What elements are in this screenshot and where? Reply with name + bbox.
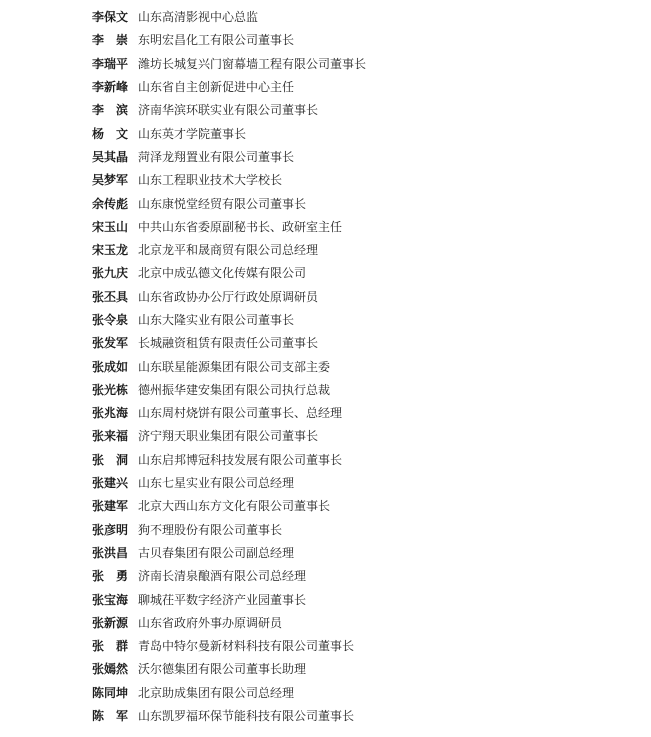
member-title: 长城融资租赁有限责任公司董事长 xyxy=(138,336,319,351)
roster-row xyxy=(92,238,632,261)
member-name: 陈 军 xyxy=(92,709,129,724)
member-title: 中共山东省委原副秘书长、政研室主任 xyxy=(138,219,343,234)
member-name: 张 勇 xyxy=(92,569,129,584)
member-title: 山东英才学院董事长 xyxy=(138,126,247,141)
member-title: 山东七星实业有限公司总经理 xyxy=(138,476,295,491)
member-title: 古贝春集团有限公司副总经理 xyxy=(138,545,295,560)
member-name: 张新源 xyxy=(92,615,129,630)
roster-row xyxy=(92,494,632,517)
roster-row xyxy=(92,518,632,541)
member-title: 山东高清影视中心总监 xyxy=(138,10,259,25)
member-title: 济南长清泉酿酒有限公司总经理 xyxy=(138,569,307,584)
member-name: 杨 文 xyxy=(92,126,129,141)
roster-row xyxy=(92,354,632,377)
roster-row xyxy=(92,541,632,564)
member-title: 山东凯罗福环保节能科技有限公司董事长 xyxy=(138,709,355,724)
member-name: 李新峰 xyxy=(92,80,129,95)
member-title: 北京大西山东方文化有限公司董事长 xyxy=(138,499,331,514)
roster-row xyxy=(92,611,632,634)
roster-row xyxy=(92,704,632,727)
member-title: 潍坊长城复兴门窗幕墙工程有限公司董事长 xyxy=(138,56,367,71)
roster-row xyxy=(92,28,632,51)
member-name: 张 群 xyxy=(92,639,129,654)
member-title: 青岛中特尔曼新材料科技有限公司董事长 xyxy=(138,639,355,654)
roster-row xyxy=(92,401,632,424)
roster-row xyxy=(92,634,632,657)
roster-row xyxy=(92,448,632,471)
member-name: 张成如 xyxy=(92,359,129,374)
member-name: 张 洞 xyxy=(92,452,129,467)
member-title: 济宁翔天职业集团有限公司董事长 xyxy=(138,429,319,444)
roster-row xyxy=(92,587,632,610)
roster-row xyxy=(92,657,632,680)
member-name: 宋玉龙 xyxy=(92,243,129,258)
roster-row xyxy=(92,378,632,401)
member-title: 聊城茌平数字经济产业园董事长 xyxy=(138,592,307,607)
member-name: 张令泉 xyxy=(92,313,129,327)
roster-row xyxy=(92,681,632,704)
member-title: 山东工程职业技术大学校长 xyxy=(138,173,283,188)
roster-row xyxy=(92,75,632,98)
member-title: 东明宏昌化工有限公司董事长 xyxy=(138,33,295,48)
member-title: 北京中成弘德文化传媒有限公司 xyxy=(138,266,307,281)
member-name: 余传彪 xyxy=(92,196,129,211)
member-name: 李保文 xyxy=(92,10,129,25)
member-name: 张来福 xyxy=(92,429,129,444)
roster-row xyxy=(92,98,632,121)
member-name: 张光栋 xyxy=(92,382,129,397)
roster-row xyxy=(92,191,632,214)
member-name: 张建兴 xyxy=(92,476,129,491)
member-title: 山东康悦堂经贸有限公司董事长 xyxy=(138,196,307,211)
member-title: 菏泽龙翔置业有限公司董事长 xyxy=(138,149,295,164)
roster-row xyxy=(92,52,632,75)
member-title: 山东省政府外事办原调研员 xyxy=(138,615,283,630)
roster-row xyxy=(92,5,632,28)
roster-row xyxy=(92,215,632,238)
member-name: 张兆海 xyxy=(92,406,129,421)
member-roster xyxy=(92,5,632,727)
roster-row xyxy=(92,285,632,308)
roster-row xyxy=(92,261,632,284)
member-title: 山东大隆实业有限公司董事长 xyxy=(138,313,295,327)
member-title: 山东省自主创新促进中心主任 xyxy=(138,80,295,95)
member-name: 李 滨 xyxy=(92,103,129,118)
member-name: 陈同坤 xyxy=(92,685,129,700)
member-name: 张洪昌 xyxy=(92,545,129,560)
member-title: 沃尔德集团有限公司董事长助理 xyxy=(138,662,307,677)
member-name: 张彦明 xyxy=(92,522,129,537)
member-title: 山东省政协办公厅行政处原调研员 xyxy=(138,289,319,304)
member-name: 张九庆 xyxy=(92,266,129,281)
roster-row xyxy=(92,471,632,494)
member-title: 山东联星能源集团有限公司支部主委 xyxy=(138,359,331,374)
member-name: 吴其晶 xyxy=(92,149,129,164)
member-name: 张建军 xyxy=(92,499,129,514)
member-name: 李 崇 xyxy=(92,33,129,48)
member-title: 北京助成集团有限公司总经理 xyxy=(138,685,295,700)
member-name: 张嫣然 xyxy=(92,662,129,677)
roster-row xyxy=(92,331,632,354)
member-name: 张丕具 xyxy=(92,289,129,304)
member-title: 山东启邦博冠科技发展有限公司董事长 xyxy=(138,452,343,467)
member-name: 李瑞平 xyxy=(92,56,129,71)
member-name: 吴梦军 xyxy=(92,173,129,188)
roster-row xyxy=(92,308,632,331)
member-name: 张宝海 xyxy=(92,592,129,607)
roster-row xyxy=(92,121,632,144)
roster-row xyxy=(92,168,632,191)
member-title: 狗不理股份有限公司董事长 xyxy=(138,522,283,537)
member-title: 北京龙平和晟商贸有限公司总经理 xyxy=(138,243,319,258)
member-title: 德州振华建安集团有限公司执行总裁 xyxy=(138,382,331,397)
member-name: 宋玉山 xyxy=(92,219,129,234)
member-title: 山东周村烧饼有限公司董事长、总经理 xyxy=(138,406,343,421)
roster-row xyxy=(92,145,632,168)
roster-row xyxy=(92,564,632,587)
member-title: 济南华滨环联实业有限公司董事长 xyxy=(138,103,319,118)
member-name: 张发军 xyxy=(92,336,129,351)
roster-row xyxy=(92,424,632,447)
